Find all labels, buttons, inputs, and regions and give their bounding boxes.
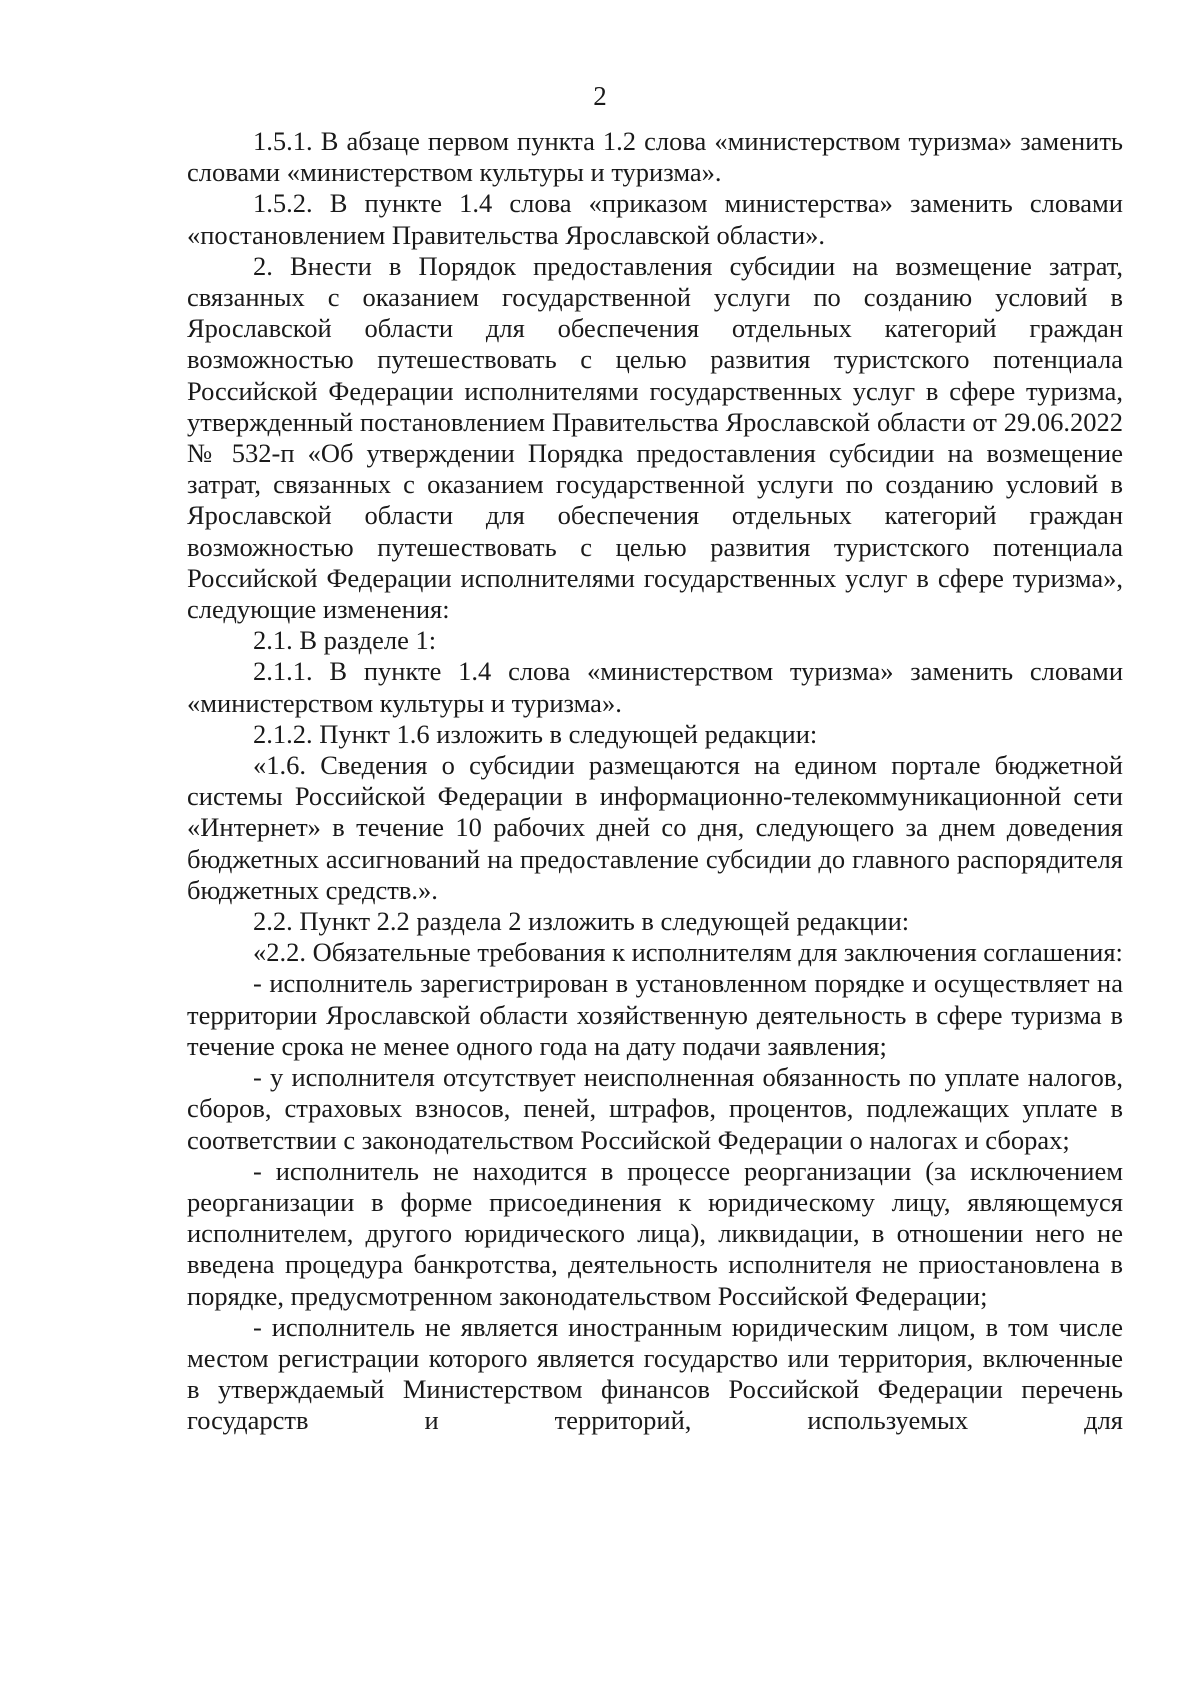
requirement-item-registration: - исполнитель зарегистрирован в установленном порядке и осуществляет на территории Ярославской области хозяйственную деятельность в сфере туризма в течение срока не менее одного года на дату подачи заявления; (187, 968, 1123, 1061)
paragraph-2-1-2: 2.1.2. Пункт 1.6 изложить в следующей редакции: (253, 718, 818, 749)
requirement-item-tax-debt: - у исполнителя отсутствует неисполненная обязанность по уплате налогов, сборов, страховых взносов, пеней, штрафов, процентов, подлежащих уплате в соответствии с законодательством Российской Федерации о налогах и сборах; (187, 1062, 1123, 1155)
paragraph-2-1-1: 2.1.1. В пункте 1.4 слова «министерством туризма» заменить словами «министерством культуры и туризма». (187, 656, 1123, 718)
paragraph-1-5-1: 1.5.1. В абзаце первом пункта 1.2 слова «министерством туризма» заменить словами «министерством культуры и туризма». (187, 126, 1123, 188)
paragraph-2-2-quote: «2.2. Обязательные требования к исполнителям для заключения соглашения: (253, 937, 1123, 968)
paragraph-2-2: 2.2. Пункт 2.2 раздела 2 изложить в следующей редакции: (253, 906, 910, 937)
requirement-item-foreign-entity: - исполнитель не является иностранным юридическим лицом, в том числе местом регистрации которого является государство или территория, включенные в утверждаемый Министерством финансов Российской Федерации перечень государств и территорий, используемых для (187, 1311, 1123, 1436)
page-number: 2 (593, 81, 607, 111)
paragraph-1-5-2: 1.5.2. В пункте 1.4 слова «приказом министерства» заменить словами «постановлением Правительства Ярославской области». (187, 188, 1123, 250)
document-body (187, 126, 1123, 1437)
requirement-item-reorganization: - исполнитель не находится в процессе реорганизации (за исключением реорганизации в форме присоединения к юридическому лицу, являющемуся исполнителем, другого юридического лица), ликвидации, в отношении него не введена процедура банкротства, деятельность исполнителя не приостановлена в порядке, предусмотренном законодательством Российской Федерации; (187, 1155, 1123, 1311)
paragraph-1-6-quote: «1.6. Сведения о субсидии размещаются на едином портале бюджетной системы Российской Федерации в информационно-телекоммуникационной сети «Интернет» в течение 10 рабочих дней со дня, следующего за днем доведения бюджетных ассигнований на предоставление субсидии до главного распорядителя бюджетных средств.». (187, 750, 1123, 905)
paragraph-2: 2. Внести в Порядок предоставления субсидии на возмещение затрат, связанных с оказанием государственной услуги по созданию условий в Ярославской области для обеспечения отдельных категорий граждан возможностью путешествовать с целью развития туристского потенциала Российской Федерации исполнителями государственных услуг в сфере туризма, утвержденный постановлением Правительства Ярославской области от 29.06.2022 № 532-п «Об утверждении Порядка предоставления субсидии на возмещение затрат, связанных с оказанием государственной услуги по созданию условий в Ярославской области для обеспечения отдельных категорий граждан возможностью путешествовать с целью развития туристского потенциала Российской Федерации исполнителями государственных услуг в сфере туризма», следующие изменения: (187, 250, 1123, 625)
paragraph-2-1: 2.1. В разделе 1: (253, 625, 437, 656)
